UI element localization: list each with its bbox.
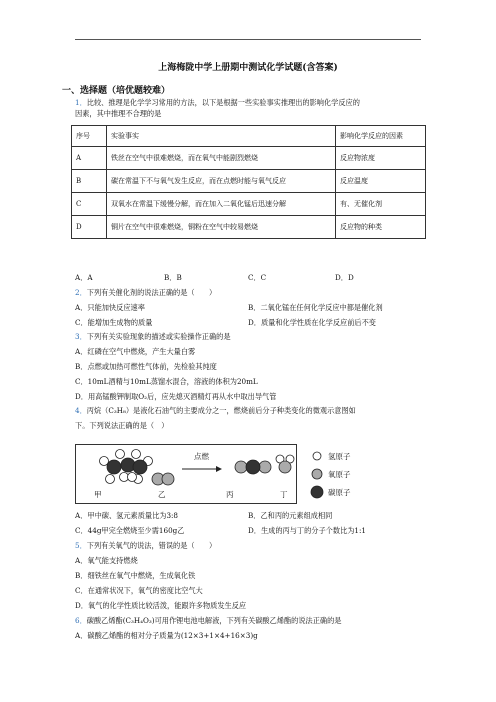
table-cell: 碳在常温下不与氧气发生反应，而在点燃时能与氧气反应: [107, 170, 336, 193]
table-cell: 反应物的种类: [336, 216, 426, 239]
co2-molecule: [235, 460, 271, 474]
q4-number: 4．: [75, 406, 87, 415]
q3-option-a: A．红磷在空气中燃烧，产生大量白雾: [75, 347, 196, 356]
molecule-diagram-svg: [76, 445, 296, 503]
label-bing: 丙: [226, 490, 234, 499]
q5-option-d: D．氧气的化学性质比较活泼，能跟许多物质发生反应: [75, 601, 247, 610]
q2-option-a: A．只能加快反应速率: [75, 303, 145, 312]
arrow-label: 点燃: [194, 452, 209, 461]
label-yi: 乙: [158, 490, 166, 499]
table-row: [72, 193, 426, 216]
table-cell: 有、无催化剂: [336, 193, 426, 216]
table-cell: B: [72, 170, 107, 193]
table-cell: 铁丝在空气中很难燃烧，而在氧气中能剧烈燃烧: [107, 147, 336, 170]
page-title: 上海梅陇中学上册期中测试化学试题(含答案): [158, 63, 338, 73]
molecule-diagram: [75, 444, 297, 504]
q5-option-b: B．细铁丝在氧气中燃烧，生成氧化铁: [75, 571, 196, 580]
water-molecule: [276, 455, 294, 473]
carbon-atom-icon: [311, 486, 323, 498]
q4-option-c: C．44g甲完全燃烧至少需160g乙: [75, 526, 185, 535]
q1-line2: 因素，其中推理不合理的是: [75, 109, 162, 118]
q5-stem: 5．下列有关氧气的说法，错误的是（ ）: [75, 541, 217, 550]
legend-hydrogen: 氢原子: [328, 452, 351, 461]
atom-legend: [310, 448, 380, 508]
q1-line1: 1．比较、推理是化学学习常用的方法，以下是根据一些实验事实推理出的影响化学反应的: [75, 98, 360, 107]
q1-number: 1．: [75, 98, 87, 107]
q4-line1: 4．丙烷（C₃H₈）是液化石油气的主要成分之一，燃烧前后分子种类变化的微观示意图如: [75, 406, 356, 415]
arrow-head: [216, 466, 222, 472]
table-row: [72, 170, 426, 193]
q6-option-a: A．碳酸乙烯酯的相对分子质量为(12×3+1×4+16×3)g: [75, 631, 258, 640]
header-cell: 实验事实: [107, 126, 336, 147]
legend-swatches: [310, 448, 326, 504]
table-cell: 铜片在空气中很难燃烧，铜粉在空气中较易燃烧: [107, 216, 336, 239]
q2-option-d: D．质量和化学性质在化学反应前后不变: [248, 318, 376, 327]
label-jia: 甲: [94, 490, 102, 499]
q2-number: 2．: [75, 288, 87, 297]
q3-option-d: D．用高锰酸钾制取O₂后，应先熄灭酒精灯再从水中取出导气管: [75, 392, 277, 401]
table-row: [72, 147, 426, 170]
table-header-row: [72, 126, 426, 147]
table-row: [72, 216, 426, 239]
q3-number: 3．: [75, 332, 87, 341]
header-cell: 序号: [72, 126, 107, 147]
q1-option-d: D．D: [335, 273, 354, 282]
q4-line2: 下。下列说法正确的是（ ）: [75, 421, 169, 430]
table-cell: C: [72, 193, 107, 216]
q3-option-c: C．10mL酒精与10mL蒸馏水混合，溶液的体积为20mL: [75, 377, 258, 386]
propane-molecule: [100, 450, 153, 484]
q3-stem: 3．下列有关实验现象的描述或实验操作正确的是: [75, 332, 231, 341]
q4-option-b: B．乙和丙的元素组成相同: [248, 511, 333, 520]
q1-option-b: B．B: [164, 273, 182, 282]
section-heading: 一、选择题（培优题较难）: [62, 86, 171, 96]
q2-option-b: B．二氧化锰在任何化学反应中都是催化剂: [248, 303, 383, 312]
oxygen-atom-icon: [312, 469, 322, 479]
q3-option-b: B．点燃或加热可燃性气体前，先检验其纯度: [75, 362, 217, 371]
q5-option-c: C．在通常状况下，氧气的密度比空气大: [75, 586, 203, 595]
legend-oxygen: 氧原子: [328, 470, 351, 479]
q5-option-a: A．氧气能支持燃烧: [75, 556, 138, 565]
table-cell: 双氧水在常温下缓慢分解，而在加入二氧化锰后迅速分解: [107, 193, 336, 216]
table-cell: 反应温度: [336, 170, 426, 193]
hydrogen-atom-icon: [313, 452, 321, 460]
q4-option-d: D．生成的丙与丁的分子个数比为1:1: [248, 526, 366, 535]
table-cell: A: [72, 147, 107, 170]
q1-table: [71, 125, 426, 239]
q6-stem: 6．碳酸乙烯酯(C₃H₄O₃)可用作锂电池电解液，下列有关碳酸乙烯酯的说法正确的是: [75, 616, 342, 625]
q1-option-c: C．C: [248, 273, 267, 282]
q6-number: 6．: [75, 616, 87, 625]
q5-number: 5．: [75, 541, 87, 550]
table-cell: 反应物浓度: [336, 147, 426, 170]
header-cell: 影响化学反应的因素: [336, 126, 426, 147]
label-ding: 丁: [280, 490, 288, 499]
q2-stem: 2．下列有关催化剂的说法正确的是（ ）: [75, 288, 217, 297]
oxygen-molecule: [152, 473, 174, 485]
q1-option-a: A．A: [75, 273, 93, 282]
table-cell: D: [72, 216, 107, 239]
q2-option-c: C．能增加生成物的质量: [75, 318, 153, 327]
q4-option-a: A．甲中碳、氢元素质量比为3:8: [75, 511, 179, 520]
legend-carbon: 碳原子: [328, 488, 351, 497]
header-rule: [75, 39, 421, 40]
